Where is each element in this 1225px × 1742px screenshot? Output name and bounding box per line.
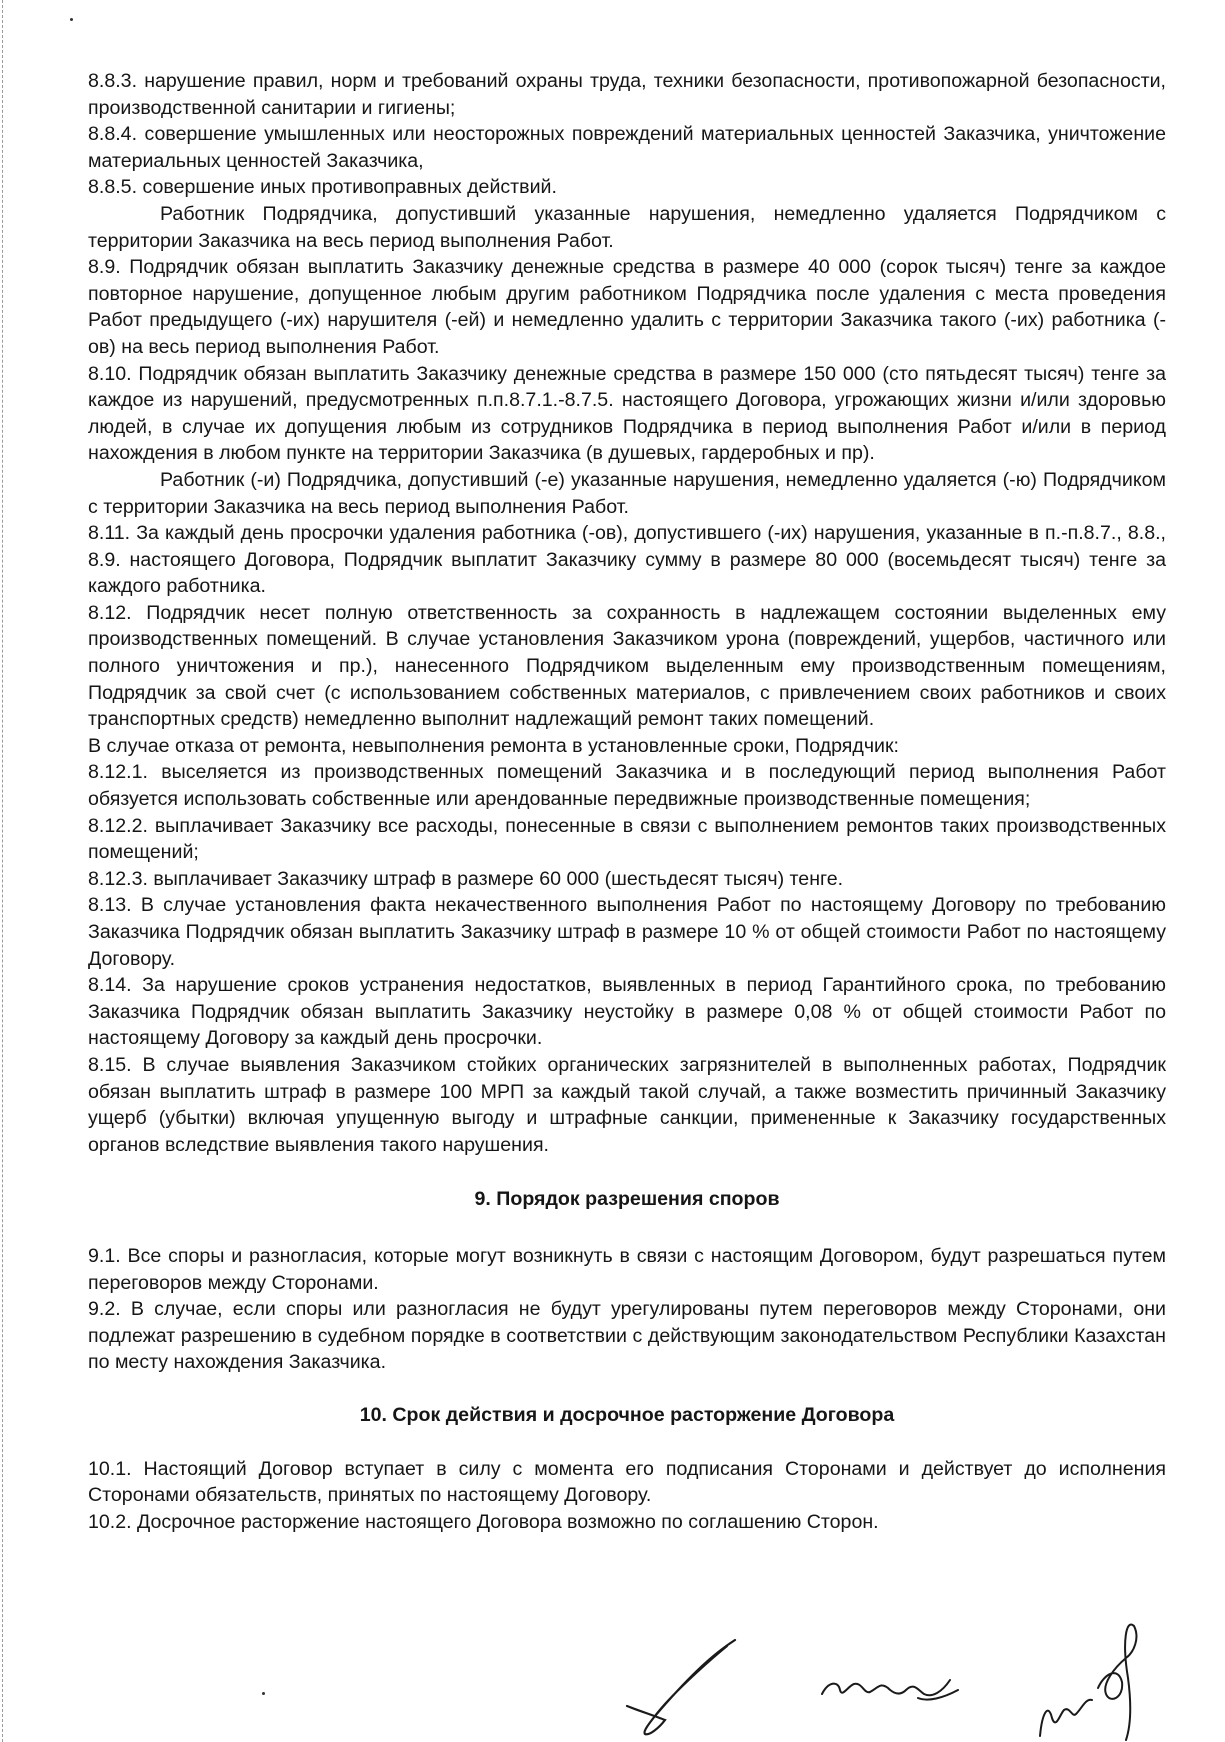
signature-2 [818,1668,968,1712]
clause-8-11: 8.11. За каждый день просрочки удаления работника (-ов), допустившего (-их) нарушения, указанные в п.-п.8.7., 8.8., 8.9. настоящего Договора, Подрядчик выплатит Заказчику сумму в размере 80 000 (восемьдесят тысяч) тенге за каждого работника. [88,522,1166,598]
scan-speck [70,18,73,21]
clause-8-12-2: 8.12.2. выплачивает Заказчику все расходы, понесенные в связи с выполнением ремонтов таких производственных помещений; [88,814,1166,864]
scan-speck [262,1692,265,1695]
clause-9-1: 9.1. Все споры и разногласия, которые могут возникнуть в связи с настоящим Договором, будут разрешаться путем переговоров между Сторонами. [88,1244,1166,1294]
clause-10-1: 10.1. Настоящий Договор вступает в силу с момента его подписания Сторонами и действует до исполнения Сторонами обязательств, принятых по настоящему Договору. [88,1457,1166,1507]
clause-8-8-4: 8.8.4. совершение умышленных или неосторожных повреждений материальных ценностей Заказчика, уничтожение материальных ценностей Заказчика, [88,123,1166,172]
scan-margin-line [2,0,3,1742]
clause-8-12-1: 8.12.1. выселяется из производственных помещений Заказчика и в последующий период выполнения Работ обязуется использовать собственные или арендованные передвижные производственные помещения; [88,761,1166,811]
signatures-area [0,1600,1225,1742]
clause-8-8-5: 8.8.5. совершение иных противоправных действий. [88,176,557,199]
worker-removal-note-2: Работник (-и) Подрядчика, допустивший (-е) указанные нарушения, немедленно удаляется (-ю) Подрядчиком с территории Заказчика на весь период выполнения Работ. [88,468,1166,518]
clause-10-2: 10.2. Досрочное расторжение настоящего Договора возможно по соглашению Сторон. [88,1510,879,1533]
signature-3 [1030,1618,1160,1742]
worker-removal-note-1: Работник Подрядчика, допустивший указанные нарушения, немедленно удаляется Подрядчиком с территории Заказчика на весь период выполнения Работ. [88,202,1166,252]
section-9-heading: 9. Порядок разрешения споров [474,1188,780,1211]
repair-refusal-intro: В случае отказа от ремонта, невыполнения ремонта в установленные сроки, Подрядчик: [88,734,899,757]
clause-8-13: 8.13. В случае установления факта некачественного выполнения Работ по настоящему Договору по требованию Заказчика Подрядчик обязан выплатить Заказчику штраф в размере 10 % от общей стоимости Работ по настоящему Договору. [88,894,1166,970]
document-body [88,68,1166,1535]
section-10-heading: 10. Срок действия и досрочное расторжение Договора [359,1403,895,1426]
clause-8-12-3: 8.12.3. выплачивает Заказчику штраф в размере 60 000 (шестьдесят тысяч) тенге. [88,867,844,890]
signature-1 [615,1636,755,1740]
clause-8-8-3: 8.8.3. нарушение правил, норм и требований охраны труда, техники безопасности, противопожарной безопасности, производственной санитарии и гигиены; [88,70,1166,119]
clause-8-10: 8.10. Подрядчик обязан выплатить Заказчику денежные средства в размере 150 000 (сто пятьдесят тысяч) тенге за каждое из нарушений, предусмотренных п.п.8.7.1.-8.7.5. настоящего Договора, угрожающих жизни и/или здоровью людей, в случае их допущения любым из сотрудников Подрядчика в период выполнения Работ и/или в период нахождения в любом пункте на территории Заказчика (в душевых, гардеробных и пр). [88,362,1166,465]
clause-9-2: 9.2. В случае, если споры или разногласия не будут урегулированы путем переговоров между Сторонами, они подлежат разрешению в судебном порядке в соответствии с действующим законодательством Республики Казахстан по месту нахождения Заказчика. [88,1298,1166,1374]
clause-8-14: 8.14. За нарушение сроков устранения недостатков, выявленных в период Гарантийного срока, по требованию Заказчика Подрядчик обязан выплатить Заказчику неустойку в размере 0,08 % от общей стоимости Работ по настоящему Договору за каждый день просрочки. [88,974,1166,1050]
clause-8-15: 8.15. В случае выявления Заказчиком стойких органических загрязнителей в выполненных работах, Подрядчик обязан выплатить штраф в размере 100 МРП за каждый такой случай, а также возместить причинный Заказчику ущерб (убытки) включая упущенную выгоду и штрафные санкции, примененные к Заказчику государственных органов вследствие выявления такого нарушения. [88,1053,1166,1156]
clause-8-9: 8.9. Подрядчик обязан выплатить Заказчику денежные средства в размере 40 000 (сорок тысяч) тенге за каждое повторное нарушение, допущенное любым другим работником Подрядчика после удаления с места проведения Работ предыдущего (-их) нарушителя (-ей) и немедленно удалить с территории Заказчика такого (-их) работника (-ов) на весь период выполнения Работ. [88,256,1166,358]
clause-8-12: 8.12. Подрядчик несет полную ответственность за сохранность в надлежащем состоянии выделенных ему производственных помещений. В случае установления Заказчиком урона (повреждений, ущербов, частичного или полного уничтожения и пр.), нанесенного Подрядчиком выделенным ему производственным помещениям, Подрядчик за свой счет (с использованием собственных материалов, с привлечением своих работников и своих транспортных средств) немедленно выполнит надлежащий ремонт таких помещений. [88,601,1166,731]
